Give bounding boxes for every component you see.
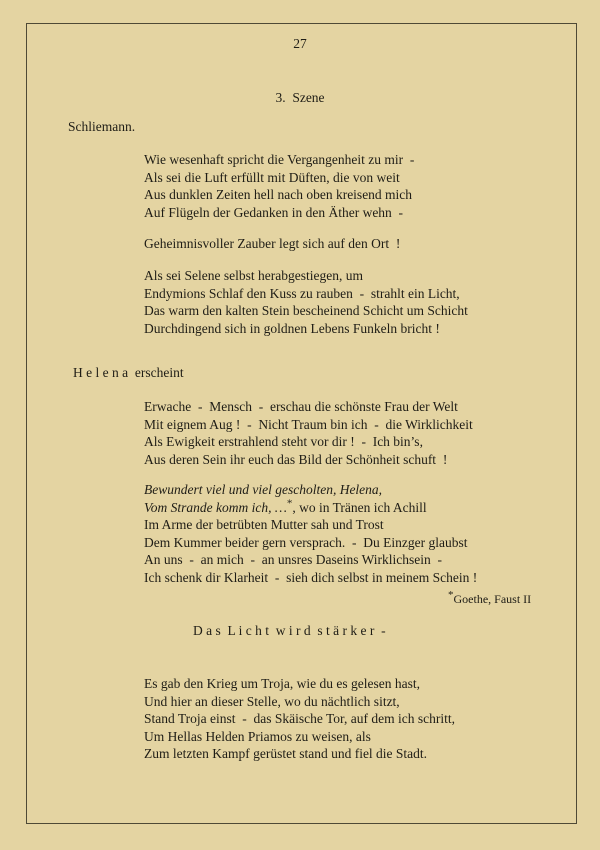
stage-direction-light: D a s L i c h t w i r d s t ä r k e r - xyxy=(193,623,386,638)
stanza-3 xyxy=(144,398,473,468)
verse-line: Als Ewigkeit erstrahlend steht vor dir ! - Ich bin’s, xyxy=(144,434,423,449)
verse-line: Im Arme der betrübten Mutter sah und Trost xyxy=(144,517,384,532)
verse-line: Es gab den Krieg um Troja, wie du es gelesen hast, xyxy=(144,676,420,691)
verse-line: Endymions Schlaf den Kuss zu rauben - strahlt ein Licht, xyxy=(144,285,460,301)
verse-line: Durchdingend sich in goldnen Lebens Funkeln bricht ! xyxy=(144,320,440,336)
verse-line-quote-mixed xyxy=(144,499,477,517)
stanza-2 xyxy=(144,267,468,337)
stage-direction-helena: H e l e n a erscheint xyxy=(73,365,184,380)
verse-line: An uns - an mich - an unsres Daseins Wirklichsein - xyxy=(144,552,443,567)
verse-line: Als sei die Luft erfüllt mit Düften, die von weit xyxy=(144,169,400,185)
footnote-citation xyxy=(448,589,532,607)
verse-line: Um Hellas Helden Priamos zu weisen, als xyxy=(144,728,371,744)
verse-line: Stand Troja einst - das Skäische Tor, auf dem ich schritt, xyxy=(144,711,455,726)
footnote-star: * xyxy=(448,589,454,601)
verse-line: Und hier an dieser Stelle, wo du nächtlich sitzt, xyxy=(144,693,400,709)
page-number: 27 xyxy=(293,36,307,51)
footnote-marker: * xyxy=(286,497,293,509)
verse-line: Das warm den kalten Stein bescheinend Schicht um Schicht xyxy=(144,303,468,318)
scene-heading: 3. Szene xyxy=(275,90,325,105)
stanza-5 xyxy=(144,675,455,763)
verse-line: Wie wesenhaft spricht die Vergangenheit zu mir - xyxy=(144,152,415,167)
stanza-1 xyxy=(144,151,414,221)
verse-line-quote: Bewundert viel und viel gescholten, Helena, xyxy=(144,482,383,497)
stanza-1-coda-line: Geheimnisvoller Zauber legt sich auf den Ort ! xyxy=(144,236,401,251)
verse-line: Aus deren Sein ihr euch das Bild der Schönheit schuft ! xyxy=(144,451,448,467)
footnote-text: Goethe, Faust II xyxy=(453,592,532,606)
quote-regular-part: , wo in Tränen ich Achill xyxy=(292,499,427,515)
verse-line: Erwache - Mensch - erschau die schönste Frau der Welt xyxy=(144,399,458,414)
quote-italic-part: Vom Strande komm ich, … xyxy=(144,499,287,515)
speaker-name: Schliemann. xyxy=(68,119,136,134)
stanza-4 xyxy=(144,481,477,586)
verse-line: Ich schenk dir Klarheit - sieh dich selbst in meinem Schein ! xyxy=(144,569,478,585)
verse-line: Dem Kummer beider gern versprach. - Du Einzger glaubst xyxy=(144,534,468,550)
verse-line: Aus dunklen Zeiten hell nach oben kreisend mich xyxy=(144,187,413,202)
verse-line: Zum letzten Kampf gerüstet stand und fiel die Stadt. xyxy=(144,746,428,761)
verse-line: Auf Flügeln der Gedanken in den Äther wehn - xyxy=(144,204,404,220)
verse-line: Als sei Selene selbst herabgestiegen, um xyxy=(144,268,363,283)
verse-line: Mit eignem Aug ! - Nicht Traum bin ich - die Wirklichkeit xyxy=(144,416,473,432)
